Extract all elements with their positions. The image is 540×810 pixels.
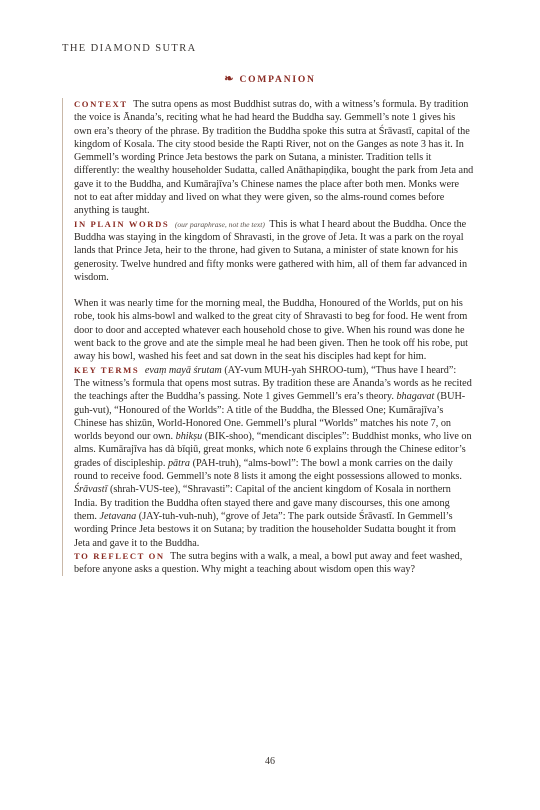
- reflect-paragraph: [74, 550, 474, 577]
- key-terms-paragraph: [74, 364, 474, 550]
- running-head: THE DIAMOND SUTRA: [62, 43, 197, 54]
- context-label: CONTEXT: [74, 99, 128, 109]
- context-paragraph: [74, 98, 474, 218]
- companion-box: [62, 98, 474, 576]
- term-def-6: (JAY-tuh-vuh-nuh), “grove of Jeta”: The park outside Śrāvastī. In Gemmell’s wording Prince Jeta bestows it on Sutana; by tradition the householder Sudatta bought it from Jeta and gave it to the Buddha.: [74, 510, 456, 549]
- term-def-3: (BIK-shoo), “mendicant disciples”: Buddhist monks, who live on alms. Kumārajīva has dà bǐqiū, great monks, which note 6 explains through the Chinese editor’s grades of discipleship.: [74, 431, 472, 469]
- term-def-4: (PAH-truh), “alms-bowl”: The bowl a monk carries on the daily round to receive food. Gemmell’s note 8 lists it among the eight possessions allowed to monks.: [74, 457, 462, 483]
- term-sravasti: Śrāvastī: [74, 484, 108, 496]
- term-jetavana: Jetavana: [99, 510, 137, 522]
- context-text: The sutra opens as most Buddhist sutras do, with a witness’s formula. By tradition the voice is Ānanda’s, reciting what he had heard the Buddha say. Gemmell’s note 1 gives his own era’s theory of the phrase. By tradition the Buddha spoke this sutra at Śrāvastī, capital of the kingdom of Kosala. The city stood beside the Rapti River, not on the Ganges as note 3 has it. In Gemmell’s wording Prince Jeta bestows the park on Sutana, a minister. Tradition tells it differently: the wealthy householder Sudatta, called Anāthapiṇḍika, bought the park from Jeta and gave it to the Buddha, and Kumārajīva’s Chinese names the place after both men. Monks were not to eat after midday and lived on what they were given, so the alms-round comes before anything is taught.: [74, 99, 474, 217]
- plain-words-paragraph-2: When it was nearly time for the morning meal, the Buddha, Honoured of the Worlds, put on his robe, took his alms-bowl and walked to the great city of Shravasti to beg for food. He went from door to door and accepted whatever each household chose to give. When his round was done he went back to the grove and ate the simple meal he had been given. Then he took off his robe, put away his bowl, washed his feet and sat down in the seat his disciples had kept for him.: [74, 298, 468, 363]
- term-def-1: (AY-vum MUH-yah SHROO-tum), “Thus have I heard”: The witness’s formula that opens most sutras. By tradition these are Ānanda’s words as he recited the teachings after the Buddha’s passing. Note 1 gives Gemmell’s era’s theory.: [74, 364, 472, 403]
- key-terms-label: KEY TERMS: [74, 364, 140, 375]
- fleuron-icon: ❧: [224, 73, 234, 85]
- term-def-5: (shrah-VUS-tee), “Shravasti”: Capital of the ancient kingdom of Kosala in northern India. By tradition the Buddha often stayed there and gave many discourses, this one among them.: [74, 484, 451, 522]
- plain-words-text-1: This is what I heard about the Buddha. Once the Buddha was staying in the kingdom of Shravasti, in the grove of Jeta. It was a park on the royal lands that Prince Jeta, heir to the throne, had given to Sutana, a minister of state known for his generosity. Twelve hundred and fifty monks were gathered with him, all of them far advanced in wisdom.: [74, 218, 468, 283]
- paraphrase-note: (our paraphrase, not the text): [174, 219, 265, 229]
- section-label: COMPANION: [239, 75, 316, 85]
- plain-words-label: IN PLAIN WORDS: [74, 218, 170, 229]
- plain-words-paragraph: [74, 218, 474, 284]
- term-bhagavat: bhagavat: [396, 391, 435, 403]
- reflect-text: The sutra begins with a walk, a meal, a bowl put away and feet washed, before anyone asks a question. Why might a teaching about wisdom open this way?: [74, 550, 463, 576]
- reflect-label: TO REFLECT ON: [74, 550, 165, 561]
- term-def-2: (BUH-guh-vut), “Honoured of the Worlds”: A title of the Buddha, the Blessed One; Kumārajīva’s Chinese has shìzūn, World-Honored One. Gemmell’s plural “Worlds” matches his note 7, on worlds beyond our own.: [74, 391, 466, 443]
- page-number: 46: [265, 756, 275, 767]
- term-patra: pātra: [167, 457, 191, 469]
- term-bhiksu: bhikṣu: [175, 431, 203, 443]
- term-evam-maya-srutam: evaṃ mayā śrutam: [144, 364, 222, 376]
- section-heading: [0, 72, 540, 85]
